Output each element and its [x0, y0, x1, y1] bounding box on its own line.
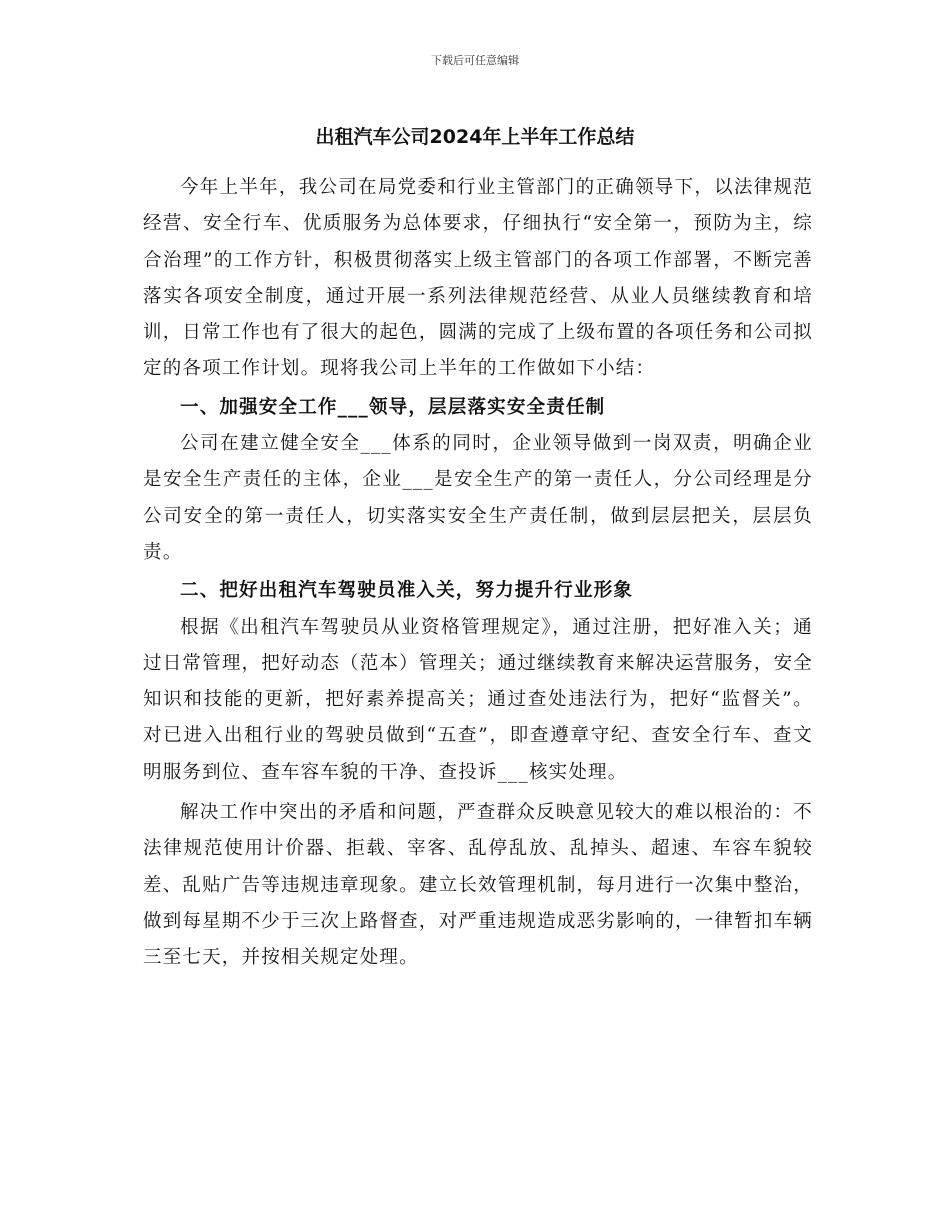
section-1-paragraph-1: 公司在建立健全安全___体系的同时，企业领导做到一岗双责，明确企业是安全生产责任的主体，企业___是安全生产的第一责任人，分公司经理是分公司安全的第一责任人，切实落实安全生产责任制，做到层层把关，层层负责。: [143, 433, 813, 563]
section-heading-2: 二、把好出租汽车驾驶员准入关，努力提升行业形象: [180, 580, 634, 602]
intro-paragraph: 今年上半年，我公司在局党委和行业主管部门的正确领导下，以法律规范经营、安全行车、优质服务为总体要求，仔细执行“安全第一，预防为主，综合治理”的工作方针，积极贯彻落实上级主管部门的各项工作部署，不断完善落实各项安全制度，通过开展一系列法律规范经营、从业人员继续教育和培训，日常工作也有了很大的起色，圆满的完成了上级布置的各项任务和公司拟定的各项工作计划。现将我公司上半年的工作做如下小结：: [143, 177, 813, 380]
page-header-note: 下载后可任意编辑: [431, 54, 519, 67]
document-title: 出租汽车公司2024年上半年工作总结: [315, 126, 635, 148]
section-2-paragraph-2: 解决工作中突出的矛盾和问题，严查群众反映意见较大的难以根治的：不法律规范使用计价器、拒载、宰客、乱停乱放、乱掉头、超速、车容车貌较差、乱贴广告等违规违章现象。建立长效管理机制，每月进行一次集中整治，做到每星期不少于三次上路督查，对严重违规造成恶劣影响的，一律暂扣车辆三至七天，并按相关规定处理。: [143, 802, 813, 969]
document-body: [143, 170, 813, 977]
section-2-paragraph-1: 根据《出租汽车驾驶员从业资格管理规定》，通过注册，把好准入关；通过日常管理，把好动态（范本）管理关；通过继续教育来解决运营服务，安全知识和技能的更新，把好素养提高关；通过查处违法行为，把好“监督关”。对已进入出租行业的驾驶员做到“五查”，即查遵章守纪、查安全行车、查文明服务到位、查车容车貌的干净、查投诉___核实处理。: [143, 616, 813, 783]
section-heading-1: 一、加强安全工作___领导，层层落实安全责任制: [180, 396, 606, 418]
